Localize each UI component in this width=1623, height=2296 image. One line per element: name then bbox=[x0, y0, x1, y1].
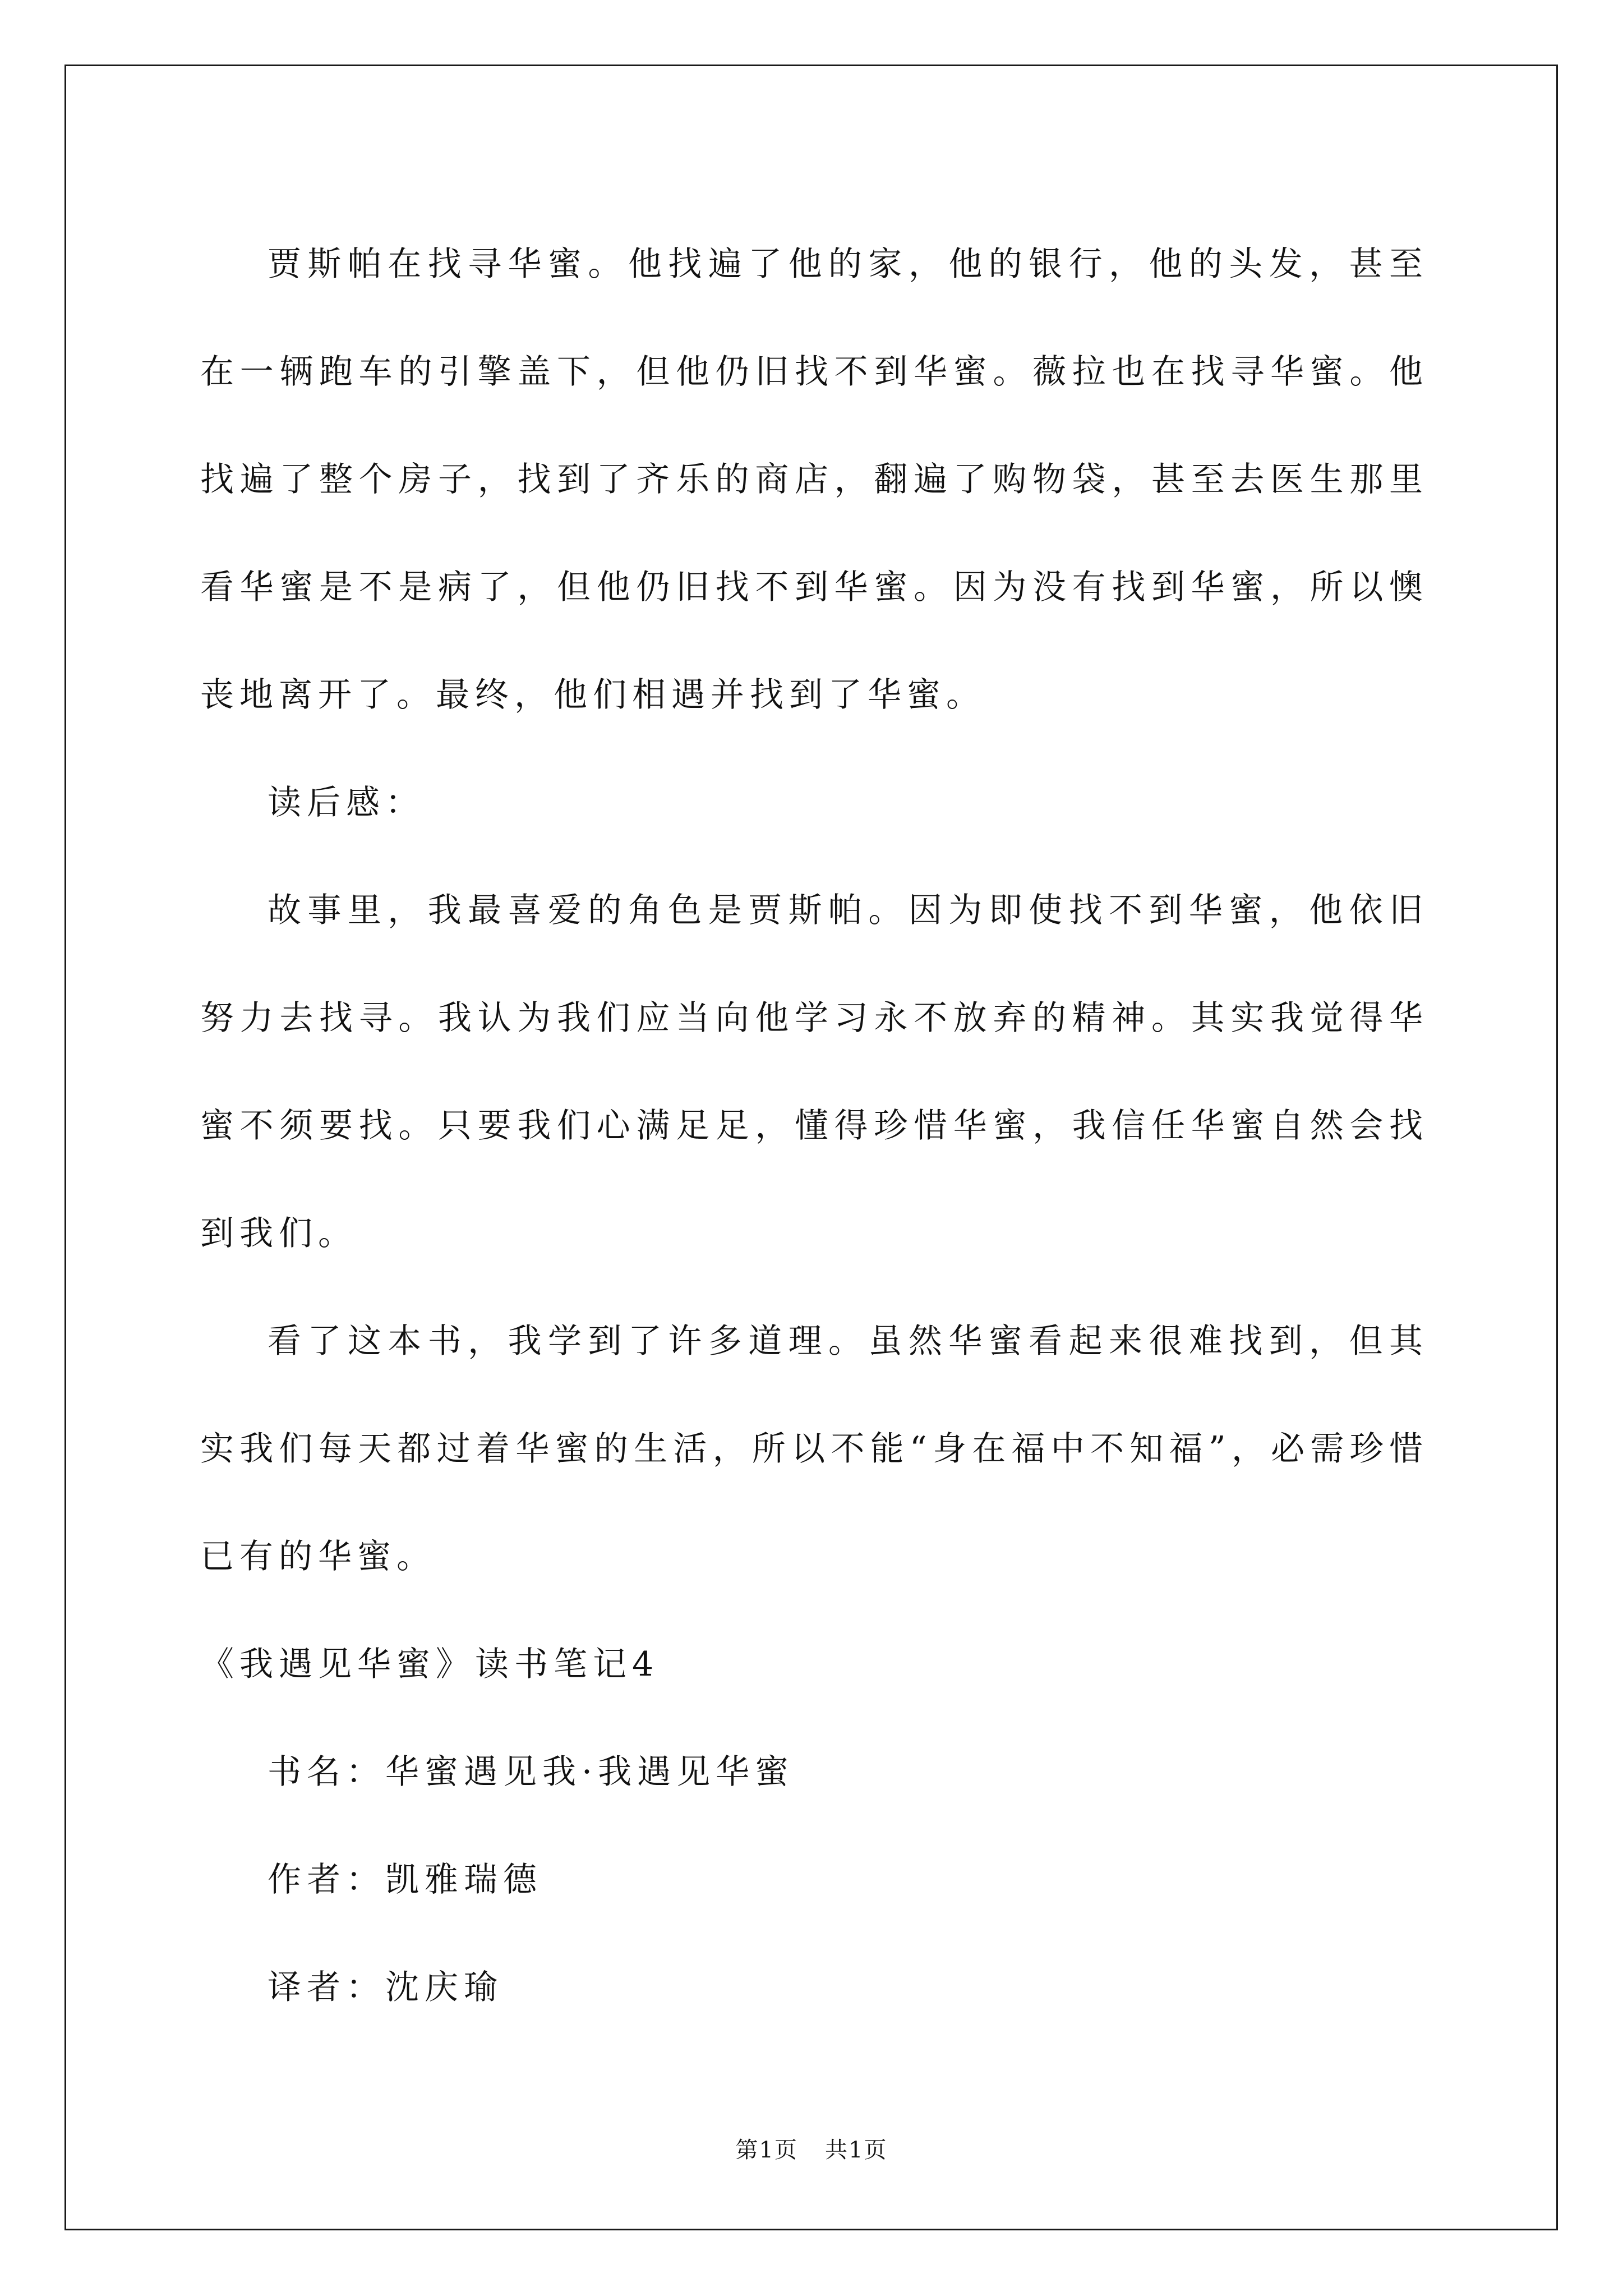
document-body bbox=[200, 210, 1428, 2041]
review-paragraph: 故事里，我最喜爱的角色是贾斯帕。因为即使找不到华蜜，他依旧努力去找寻。我认为我们应当向他学习永不放弃的精神。其实我觉得华蜜不须要找。只要我们心满足足，懂得珍惜华蜜，我信任华蜜自然会找到我们。 bbox=[200, 891, 1428, 1253]
book-name-line: 书名：华蜜遇见我·我遇见华蜜 bbox=[268, 1752, 795, 1792]
page-number: 第1页 bbox=[735, 2137, 798, 2163]
page-total: 共1页 bbox=[825, 2137, 888, 2163]
section-title: 《我遇见华蜜》读书笔记4 bbox=[200, 1645, 660, 1684]
page-footer bbox=[0, 2136, 1623, 2164]
story-paragraph: 贾斯帕在找寻华蜜。他找遍了他的家，他的银行，他的头发，甚至在一辆跑车的引擎盖下，但他仍旧找不到华蜜。薇拉也在找寻华蜜。他找遍了整个房子，找到了齐乐的商店，翻遍了购物袋，甚至去医生那里看华蜜是不是病了，但他仍旧找不到华蜜。因为没有找到华蜜，所以懊丧地离开了。最终，他们相遇并找到了华蜜。 bbox=[200, 245, 1428, 715]
translator-line: 译者：沈庆瑜 bbox=[268, 1968, 503, 2007]
lesson-paragraph: 看了这本书，我学到了许多道理。虽然华蜜看起来很难找到，但其实我们每天都过着华蜜的生活，所以不能“身在福中不知福”，必需珍惜已有的华蜜。 bbox=[200, 1322, 1428, 1576]
author-line: 作者：凯雅瑞德 bbox=[268, 1860, 542, 1899]
review-heading: 读后感： bbox=[268, 783, 425, 822]
